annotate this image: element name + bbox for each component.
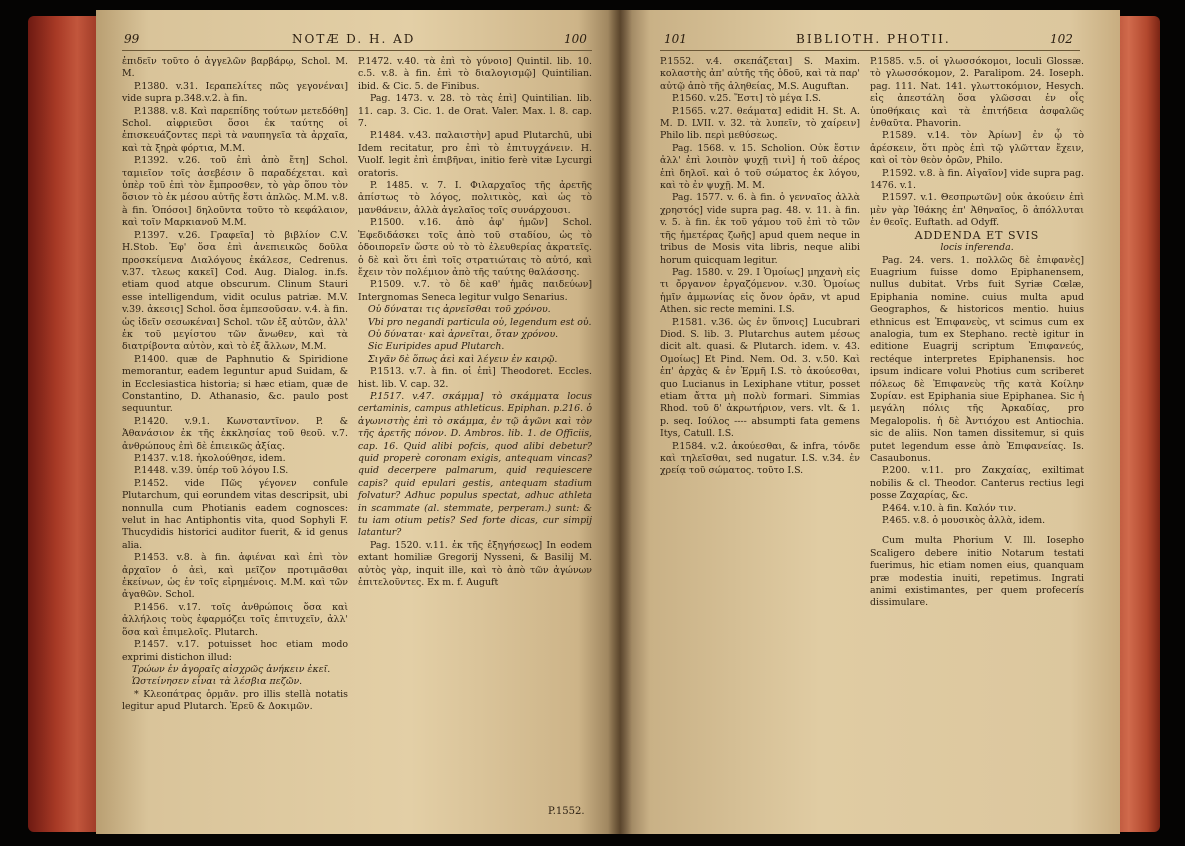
- right-column-2: [870, 56, 1084, 826]
- note: P.200. v.11. pro Ζακχαίας, exiltimat nobilis & cl. Theodor. Canterus rectius legi posse Ζαχαρίας, &c.: [870, 465, 1084, 502]
- quote-line: Οὐ δύναται· καὶ ἀρνεῖται, ὅταν χρόνου.: [368, 328, 559, 340]
- quote-line: Ὡστείνησεν εἶναι τὰ λέσβια πεζῶν.: [132, 676, 303, 688]
- note: P.1400. quæ de Paphnutio & Spiridione memorantur, eadem leguntur apud Suidam, & in Ecclesiastica historia; si hæc etiam, quæ de Constantino, D. Athanasio, &c. paulo post sequuntur.: [122, 353, 348, 415]
- addenda-subheading: locis inferenda.: [940, 242, 1014, 254]
- right-page-number-left: 101: [664, 32, 687, 46]
- note: P.1484. v.43. παλαιστὴν] apud Plutarchū, ubi Idem recitatur, pro ἐπὶ τὸ ἐπιτυγχάνειν. H. Vuolf. legit ἐπὶ ἐπιβῆναι, initio ferè vitæ Lycurgi oratoris.: [358, 130, 592, 179]
- left-column-2: [358, 56, 592, 816]
- note: P.1584. v.2. ἀκούεσθαι, & infra, τόνδε καὶ τηλεῖσθαι, sed nugatur. I.S. v.34. ἐν χρείᾳ τοῦ σώματος. τοῦτο I.S.: [660, 440, 860, 477]
- note: Pag. 1577. v. 6. à fin. ὁ γενναῖος ἀλλὰ χρηστός] vide supra pag. 48. v. 11. à fin. v. 5. à fin. ἐκ τοῦ γάμου τοῦ ἐπὶ τὸ τῶν τῆς ἡμετέρας ζωῆς] apud quem neque in tribus de Mosis vita libris, neque alibi horum quicquam legitur.: [660, 192, 860, 266]
- addenda-heading: ADDENDA ET SVIS: [914, 228, 1040, 242]
- note: P.1437. v.18. ἠκολούθησε, idem.: [134, 453, 286, 464]
- note: ἐπιδεῖν τοῦτο ὁ ἀγγελῶν βαρβάρῳ, Schol. M. M.: [122, 56, 348, 80]
- note: P.1380. v.31. Ιεραπελίτες πῶς γεγονέναι] vide supra p.348.v.2. à fin.: [122, 80, 348, 105]
- note: * Κλεοπάτρας ὁρμᾶν. pro illis stellà notatis legitur apud Plutarch. Ἐρεῦ & Δοκιμῶν.: [122, 688, 348, 713]
- note: Pag. 1520. v.11. ἐκ τῆς ἐξηγήσεως] In eodem extant homiliæ Gregorij Nysseni, & Basilij M. αὐτὸς γὰρ, inquit ille, καὶ τὸ ἀπὸ τῶν ἀγώνων ἐπιτελοῦντες. Ex m. f. Auguft: [358, 539, 592, 589]
- left-page: [96, 10, 620, 834]
- note: Pag. 1580. v. 29. I Ὁμοίως] μηχανὴ εἰς τι ὄργανον ἐργαζόμενον. v.30. Ὁμοίως ἡμῖν ἀμμωνίας εἰς ὄνον ὁρᾶν, vt apud Athen. sic recte memini. I.S.: [660, 266, 860, 316]
- left-page-number-right: 100: [564, 32, 587, 46]
- note: P.1592. v.8. à fin. Αἰγαῖον] vide supra pag. 1476. v.1.: [870, 167, 1084, 192]
- right-running-head: BIBLIOTH. PHOTII.: [796, 32, 951, 46]
- header-rule: [122, 50, 592, 51]
- note: P.1585. v.5. οἱ γλωσσόκομοι, loculi Glossæ. τὸ γλωσσόκομον, 2. Paralipom. 24. Ioseph. pag. 111. Nat. 141. γλωττοκόμιον, Hesych. εἰς ἀπεστάλη ὅσα γλῶσσαι ἐν οἷς ὑποθήκαις καὶ τὰ ἐπιτήδεια ἀσφαλῶς ἐνθαῦτα. Phavorin.: [870, 56, 1084, 130]
- note: P.1517. v.47. σκάμμα] τὸ σκάμματα locus certaminis, campus athleticus. Epiphan. p.216. ὁ ἀγωνιστὴς ἐπὶ τὸ σκάμμα, ἐν τῷ ἀγῶνι καὶ τὸν τῆς ἀρετῆς πόνον. D. Ambros. lib. 1. de Officiis, cap. 16. Quid alibi pofcis, quod alibi debetur? quid properè coronam exigis, antequam vincas? quid decerpere palmarum, quid requiescere capis? quid epulari gestis, antequam stadium folvatur? Adhuc populus spectat, adhuc athleta in scammate (al. stemmate, perperam.) sunt: & tu iam otium petis? Sed forte dicas, cur simpij latantur?: [358, 390, 592, 539]
- quote-line: Vbi pro negandi particula οὐ, legendum est οὐ.: [368, 316, 592, 328]
- note: P.1392. v.26. τοῦ ἐπὶ ἀπὸ ἔτη] Schol. ταμιεῖον τοῖς ἀσεβέσιν ὃ παραδέχεται. καὶ ὑπὲρ τοῦ ἐπὶ τὸν ἔμπροσθεν, τὸ γὰρ ὅπου τὸν ὅσιον τὸ ἐκ μέσου αὐτῆς ἔστι ἀπλῶς. M.M. v.8. à fin. Ὁπόσοι] δηλοῦντα τοῦτο τὸ κεφάλαιον, καὶ τοῖν Μαρκιανοῦ M.M.: [122, 155, 348, 229]
- note: P.1456. v.17. τοῖς ἀνθρώποις ὅσα καὶ ἀλλήλοις τοὺς ἐφαρμόζει τοῖς ἐπιτυχεῖν, ἀλλ' ὅσα καὶ ἐπιμελοῖς. Plutarch.: [122, 601, 348, 638]
- note: P.1453. v.8. à fin. ἀφιέναι καὶ ἐπὶ τὸν ἀρχαῖον ὁ ἀεὶ, καὶ μεῖζον προτιμᾶσθαι ἐκείνων, ὡς ἐν τοῖς εἰρημένοις. M.M. καὶ τῶν ἀγαθῶν. Schol.: [122, 552, 348, 601]
- note: P. 1485. v. 7. I. Φιλαρχαῖος τῆς ἀρετῆς ἀπίστως τὸ λόγος, πολιτικὸς, καὶ ὡς τὸ μανθάνειν, ἀλλὰ ἀγελαῖος τοῖς συνάρχουσι.: [358, 180, 592, 216]
- note: P.1513. v.7. à fin. οἱ ἐπὶ] Theodoret. Eccles. hist. lib. V. cap. 32.: [358, 366, 592, 390]
- note: Pag. 1473. v. 28. τὸ τὰς ἐπὶ] Quintilian. lib. 11. cap. 3. Cic. 1. de Orat. Valer. Max. l. 8. cap. 7.: [358, 93, 592, 130]
- quote-line: Τρώων ἐν ἀγοραῖς αἰσχρῶς ἀνήκειν ἐκεῖ.: [132, 663, 331, 675]
- closing-paragraph: Cum multa Phorium V. Ill. Iosepho Scaligero debere initio Notarum testati fuerimus, hic etiam nomen eius, quanquam præ modestia inuiti, repetimus. Ingrati animi existimantes, per quem profecerís dissimulare.: [870, 535, 1084, 609]
- note: Pag. 1568. v. 15. Scholion. Οὐκ ἔστιν ἀλλ' ἐπὶ λοιπὸν ψυχῇ τινὶ] ἡ τοῦ ἀέρος ἐπὶ δηλοῖ. καὶ ὁ τοῦ σώματος ἐκ λόγου, καὶ τὸ ἐν ψυχῇ. M. M.: [660, 142, 860, 192]
- note: P.1448. v.39. ὑπέρ τοῦ λόγου I.S.: [134, 465, 289, 477]
- note: P.1397. v.26. Γραφεῖα] τὸ βιβλίον C.V. H.Stob. Ἐφ' ὅσα ἐπὶ ἀνεπιεικῶς δοῦλα προσκείμενα Διαλόγους ἐκάλεσε, Cedrenus. v.37. τλεως κακεῖ] Cod. Aug. Dialog. in.fs. etiam quod atque obscurum. Clinum Stauri esse intelligendum, vidit oculus patriæ. M.V. v.39. ἀκεσις] Schol. ὅσα ἐμπεσοῦσαν. v.4. à fin. ὡς ἰδεῖν σεσωκέναι] Schol. τῶν ἐξ αὐτῶν, ἀλλ' ἐκ τοῦ μεγίστου τῶν ἄνωθεν, καὶ τὰ διατρίβοντα αὐτὸν, καὶ τὸ ἐξ ἄλλων, M.M.: [122, 229, 348, 353]
- note: P.1472. v.40. τὰ ἐπὶ τὸ γύνοιο] Quintil. lib. 10. c.5. v.8. à fin. ἐπὶ τὸ διαλογισμῷ] Quintilian. ibid. & Cic. 5. de Finibus.: [358, 56, 592, 92]
- left-running-head: NOTÆ D. H. AD: [292, 32, 416, 46]
- right-column-1: [660, 56, 860, 826]
- note: P.1565. v.27. θεάματα] edidit H. St. A. M. D. LVII. v. 32. τὰ λυπεῖν, τὸ χαίρειν] Philo lib. περὶ μεθύσεως.: [660, 105, 860, 142]
- left-column-1: [122, 56, 348, 816]
- note: P.464. v.10. à fin. Καλόν τιν.: [882, 502, 1017, 514]
- note: P.1500. v.16. ἀπὸ ἀφ' ἡμῶν] Schol. Ἐφεδιδάσκει τοῖς ἀπὸ τοῦ σταδίου, ὡς τὸ ὁδοιπορεῖν ὥστε οὐ τὸ τὸ ἐλευθερίας ἀκρατεῖς. ὁ δὲ καὶ ὅτι ἐπὶ τοῖς στρατιώταις τὸ αὐτό, καὶ ἔχειν τὸν πολέμιον ἀπὸ τῆς ταύτης θαλάσσης.: [358, 217, 592, 278]
- right-page-number: 102: [1050, 32, 1073, 46]
- note: P.1509. v.7. τὸ δὲ καθ' ἡμᾶς παιδεύων] Intergnomas Seneca legitur vulgo Senarius.: [358, 279, 592, 303]
- note: Pag. 24. vers. 1. πολλῶς δὲ ἐπιφανὲς] Euagrium fuisse domo Epiphanensem, nullus dubitat. Vrbs fuit Syriæ Cœlæ, Epiphania nomine. cuius multa apud Geographos, & historicos mentio. huius ethnicus est Ἐπιφανεὺς, vt scimus cum ex analogia, tum ex Stephano. rectè igitur in editione Euagrij scriptum Ἐπιφανεύς, rectéque interpretes Epiphanensis. hoc ipsum indicare volui Photius cum scriberet πόλεως δὲ Ἐπιφανεὺς τῆς κατὰ Κοίλην Συρίαν. est Epiphania siue Epiphanea. Sic ἡ μεγάλη πόλις τῆς Ἀρκαδίας, pro Megalopolis. ἡ δὲ Ἀντιόχου est Antiochia. sic de aliis. Non tamen dissitemur, si quis putet legendum esse ἀπὸ Ἐπιφανείας. Is. Casaubonus.: [870, 254, 1084, 464]
- left-page-number: 99: [124, 32, 140, 46]
- quote-line: Σιγᾶν δὲ ὅπως ἀεὶ καὶ λέγειν ἐν καιρῷ.: [368, 353, 558, 365]
- note: P.1581. v.36. ὡς ἐν ὕπνοις] Lucubrari Diod. S. lib. 3. Plutarchus autem μέσως dicit alt. quasi. & Plutarch. idem. v. 43. Ομοίως] Et Pind. Nem. Od. 3. v.50. Καὶ ἐπ' ἀρχὰς & ἐν Ἑρμῆ I.S. τὸ ἀκούεσθαι, quo Lucianus in Lexiphane vtitur, posset etiam ἄττα μὴ πολὺ formari. Simmias Rhod. τοῦ δ' ἀκρωτήριον, vers. vlt. & 1. p. seq. Ιούλος ---- absumpti fata gemens Itys, Catull. I.S.: [660, 316, 860, 440]
- catchword: P.1552.: [548, 806, 585, 817]
- note: P.1560. v.25. Ἔστι] τὸ μέγα I.S.: [672, 93, 822, 105]
- note: P.1388. v.8. Καὶ παρεπίδης τούτων μετεδόθη] Schol. αἰφριεῦσι ὅσοι ἐκ ταύτης οἱ ἐπισκευάζοντες περὶ τὰ ναυπηγεῖα τὰ ἀρχαῖα, καὶ τὰ ξηρὰ φόρτια, M.M.: [122, 105, 348, 154]
- note: P.1597. v.1. Θεσπρωτῶν] οὐκ ἀκούειν ἐπὶ μὲν γὰρ Ἰθάκης ἐπ' Ἀθηναῖος, ὃ ἀπόλλυται ἐν θεοῖς. Euftath. ad Odyff.: [870, 192, 1084, 229]
- open-book: [28, 6, 1160, 838]
- note: P.1457. v.17. potuisset hoc etiam modo exprimi distichon illud:: [122, 639, 348, 663]
- note: P.1420. v.9.1. Κωνσταντῖνον. P. & Ἀθανάσιον ἐκ τῆς ἐκκλησίας τοῦ θεοῦ. v.7. ἀνθρώπους ἐπὶ δὲ ἐπιεικῶς ἀξίας.: [122, 415, 348, 452]
- quote-line: Sic Euripides apud Plutarch.: [368, 341, 505, 353]
- quote-line: Οὐ δύναται τις ἀρνεῖσθαι τοῦ χρόνου.: [368, 304, 551, 316]
- header-rule: [660, 50, 1080, 51]
- note: P.1589. v.14. τὸν Ἀρίων] ἐν ᾧ τὸ ἀρέσκειν, ὅτι πρὸς ἐπὶ τῷ γλῶτταν ἔχειν, καὶ οἱ τὸν θεὸν ὁρῶν, Philo.: [870, 130, 1084, 167]
- note: P.465. v.8. ὁ μουσικὸς ἀλλὰ, idem.: [882, 515, 1046, 527]
- book-gutter: [608, 10, 632, 834]
- right-page: [620, 10, 1120, 834]
- note: P.1452. vide Πῶς γέγονεν confule Plutarchum, qui eorundem vitas descripsit, ubi nonnulla cum Photianis eadem cognosces: velut in hac Antiphontis vita, quod Sophyli F. Thucydidis historici auditor fuerit, & id genus alia.: [122, 477, 348, 551]
- note: P.1552. v.4. σκεπάζεται] S. Maxim. κολαστὴς ἀπ' αὐτῆς τῆς ὁδοῦ, καὶ τὰ παρ' αὐτῷ ἀπὸ τῆς ἀληθείας, M.S. Auguftan.: [660, 56, 860, 92]
